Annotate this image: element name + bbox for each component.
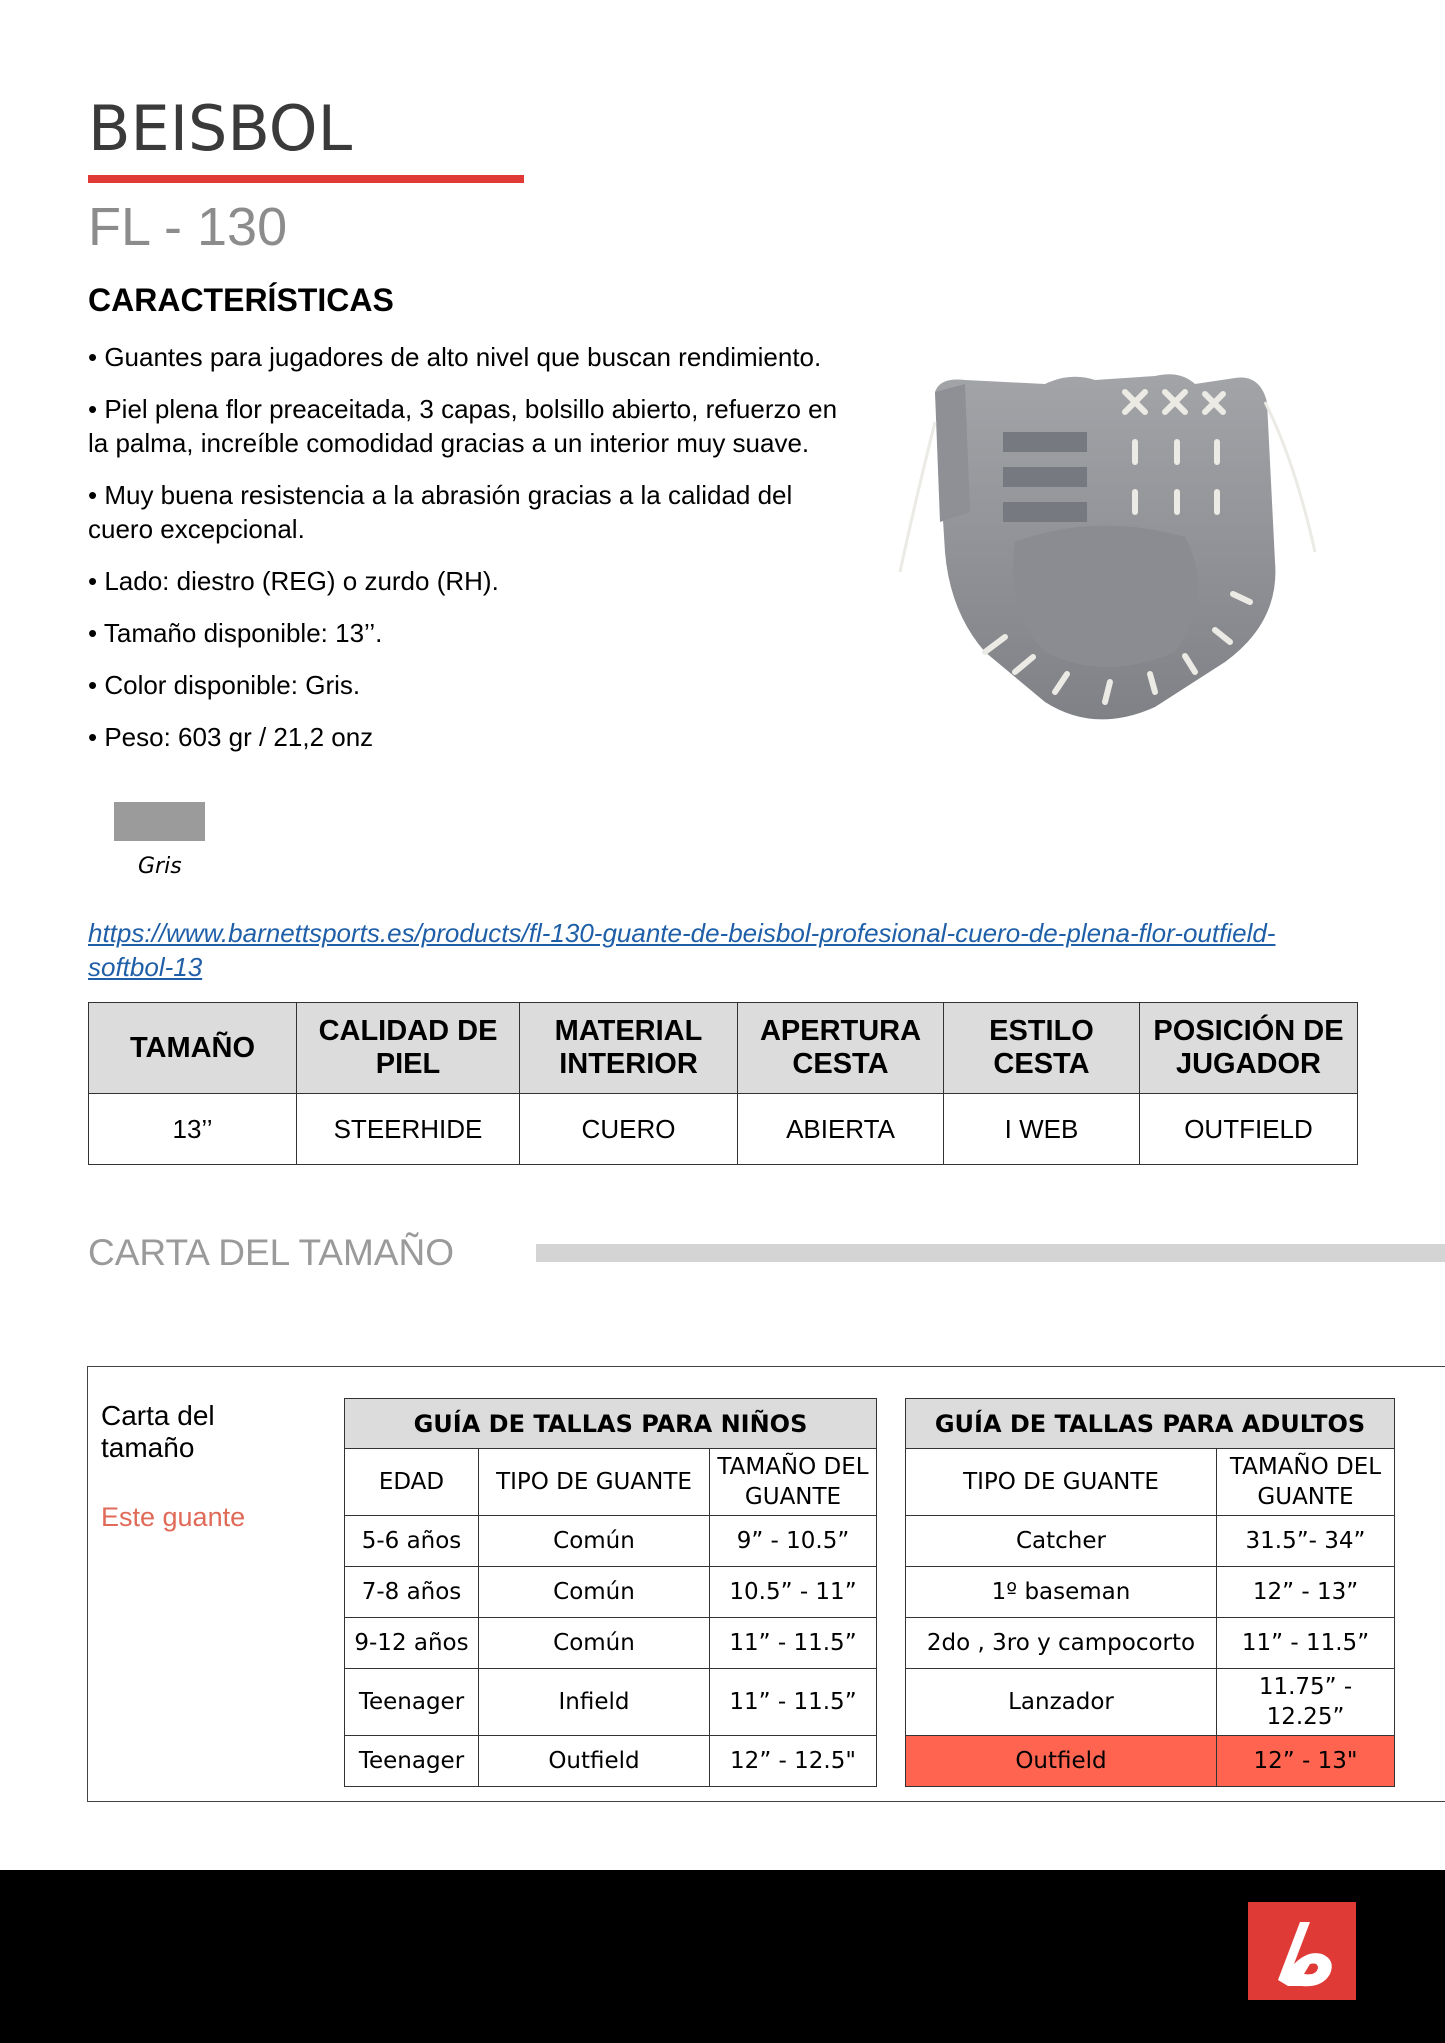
spec-header: ESTILO CESTA [944, 1003, 1140, 1094]
spec-header: MATERIAL INTERIOR [520, 1003, 738, 1094]
kids-cell: Teenager [345, 1736, 479, 1787]
kids-table-caption: GUÍA DE TALLAS PARA NIÑOS [345, 1399, 877, 1449]
adults-cell: 31.5”- 34” [1217, 1516, 1395, 1567]
adults-header: TAMAÑO DEL GUANTE [1217, 1449, 1395, 1516]
adults-cell-highlighted: 12” - 13" [1217, 1736, 1395, 1787]
spec-value: OUTFIELD [1140, 1094, 1358, 1165]
features-list [88, 340, 858, 772]
adults-table-caption: GUÍA DE TALLAS PARA ADULTOS [906, 1399, 1395, 1449]
spec-value: I WEB [944, 1094, 1140, 1165]
adults-cell: 2do , 3ro y campocorto [906, 1618, 1217, 1669]
adults-cell: Catcher [906, 1516, 1217, 1567]
adults-cell-highlighted: Outfield [906, 1736, 1217, 1787]
kids-cell: Común [479, 1618, 710, 1669]
kids-cell: Común [479, 1567, 710, 1618]
kids-cell: 11” - 11.5” [710, 1669, 877, 1736]
adults-header: TIPO DE GUANTE [906, 1449, 1217, 1516]
glove-image [895, 362, 1345, 742]
feature-item: • Lado: diestro (REG) o zurdo (RH). [88, 566, 499, 596]
feature-item: • Muy buena resistencia a la abrasión gracias a la calidad del cuero excepcional. [88, 480, 793, 544]
spec-header: APERTURA CESTA [738, 1003, 944, 1094]
kids-cell: Infield [479, 1669, 710, 1736]
page-title: BEISBOL [88, 92, 353, 165]
this-glove-note: Este guante [101, 1502, 246, 1532]
adults-cell: 12” - 13” [1217, 1567, 1395, 1618]
adults-size-table [905, 1398, 1395, 1787]
size-chart-box-title: Carta del tamaño [101, 1400, 215, 1463]
adults-cell: 11” - 11.5” [1217, 1618, 1395, 1669]
model-name: FL - 130 [88, 197, 288, 257]
spec-value: CUERO [520, 1094, 738, 1165]
spec-header: TAMAÑO [89, 1003, 297, 1094]
kids-cell: Común [479, 1516, 710, 1567]
kids-cell: Teenager [345, 1669, 479, 1736]
kids-cell: 12” - 12.5" [710, 1736, 877, 1787]
kids-header: EDAD [345, 1449, 479, 1516]
kids-cell: Outfield [479, 1736, 710, 1787]
kids-cell: 5-6 años [345, 1516, 479, 1567]
feature-item: • Peso: 603 gr / 21,2 onz [88, 722, 374, 752]
adults-cell: 11.75” - 12.25” [1217, 1669, 1395, 1736]
footer-bar [0, 1870, 1445, 2043]
kids-cell: 10.5” - 11” [710, 1567, 877, 1618]
spec-header: POSICIÓN DE JUGADOR [1140, 1003, 1358, 1094]
feature-item: • Tamaño disponible: 13’’. [88, 618, 383, 648]
kids-cell: 7-8 años [345, 1567, 479, 1618]
spec-value: ABIERTA [738, 1094, 944, 1165]
feature-item: • Color disponible: Gris. [88, 670, 361, 700]
spec-header: CALIDAD DE PIEL [297, 1003, 520, 1094]
kids-header: TIPO DE GUANTE [479, 1449, 710, 1516]
kids-cell: 9-12 años [345, 1618, 479, 1669]
swatch-label: Gris [138, 854, 182, 879]
spec-value: STEERHIDE [297, 1094, 520, 1165]
kids-size-table [344, 1398, 877, 1787]
feature-item: • Piel plena flor preaceitada, 3 capas, bolsillo abierto, refuerzo en la palma, increíble comodidad gracias a un interior muy suave. [88, 394, 838, 458]
kids-header: TAMAÑO DEL GUANTE [710, 1449, 877, 1516]
feature-item: • Guantes para jugadores de alto nivel que buscan rendimiento. [88, 342, 822, 372]
title-underline [88, 175, 524, 183]
features-heading: CARACTERÍSTICAS [88, 282, 394, 318]
heading-divider [536, 1244, 1445, 1262]
product-link[interactable]: https://www.barnettsports.es/products/fl-130-guante-de-beisbol-profesional-cuero-de-plena-flor-outfield-softbol-13 [88, 918, 1276, 982]
size-chart-heading: CARTA DEL TAMAÑO [88, 1232, 454, 1273]
spec-value: 13’’ [89, 1094, 297, 1165]
kids-cell: 11” - 11.5” [710, 1618, 877, 1669]
adults-cell: Lanzador [906, 1669, 1217, 1736]
color-swatch [114, 802, 205, 841]
spec-table [88, 1002, 1358, 1165]
brand-logo-icon [1248, 1902, 1356, 2000]
kids-cell: 9” - 10.5” [710, 1516, 877, 1567]
adults-cell: 1º baseman [906, 1567, 1217, 1618]
